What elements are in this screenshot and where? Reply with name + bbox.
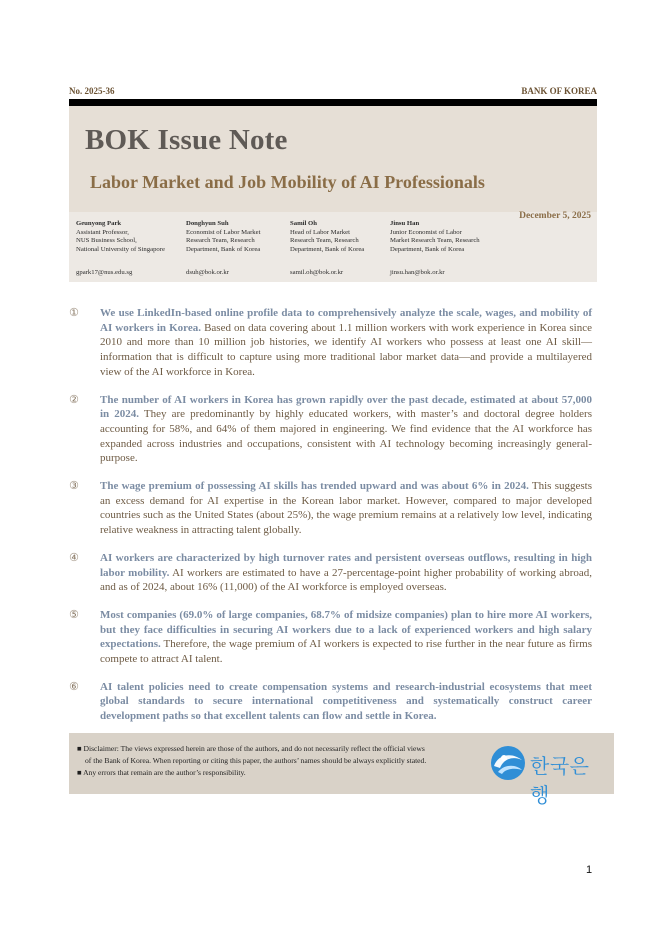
author-email[interactable]: jinsu.han@bok.or.kr (390, 269, 445, 276)
item-body: They are predominantly by highly educated workers, with master’s and doctoral degree holders accounting for 58%, and 64% of them majored in engineering. We find evidence that the AI workforce has expanded across industries and occupations, consistent with AI technology becoming increasingly general-purpose. (100, 408, 592, 465)
summary-item-3 (69, 479, 592, 538)
summary-item-5 (69, 608, 592, 667)
item-text (100, 551, 592, 595)
item-text (100, 680, 592, 724)
logo-wordmark: 한국은행 (530, 754, 590, 807)
author-role: Junior Economist of Labor Market Research Team, Research Department, Bank of Korea (390, 228, 480, 253)
item-number: ⑥ (69, 679, 79, 693)
item-lead: The number of AI workers in Korea has grown rapidly over the past decade, estimated at about 57,000 in 2024. (100, 393, 592, 421)
item-body: Based on data covering about 1.1 million workers with work experience in Korea since 2010 and more than 10 million job histories, we identify AI workers who possess at least one AI skill—information that is difficult to capture using more traditional labor market data—and provide a multilayered view of the AI workforce in Korea. (100, 321, 592, 378)
summary-item-2 (69, 393, 592, 467)
item-text (100, 608, 592, 667)
item-text (100, 479, 592, 538)
issue-number: No. 2025-36 (69, 86, 115, 96)
item-body: Therefore, the wage premium of AI workers is expected to rise further in the near future as firms compete to attract AI talent. (100, 638, 592, 666)
disclaimer-line: of the Bank of Korea. When reporting or citing this paper, the authors’ names should be always explicitly stated. (85, 756, 427, 766)
author-role: Economist of Labor Market Research Team, Research Department, Bank of Korea (186, 228, 261, 253)
author-4 (390, 220, 480, 276)
disclaimer-line: ■ Disclaimer: The views expressed herein are those of the authors, and do not necessarily reflect the official views (77, 744, 425, 753)
item-lead: AI workers are characterized by high turnover rates and persistent overseas outflows, resulting in high labor mobility. (100, 551, 592, 579)
item-body: This suggests an excess demand for AI expertise in the Korean labor market. However, compared to major developed countries such as the United States (about 25%), the wage premium remains at a relatively low level, indicating relative weakness in attracting talent globally. (100, 480, 592, 537)
item-number: ③ (69, 479, 79, 493)
authors-block (69, 212, 597, 282)
author-email[interactable]: dsuh@bok.or.kr (186, 269, 229, 276)
item-number: ② (69, 392, 79, 406)
author-3 (290, 220, 365, 276)
author-2 (186, 220, 261, 276)
disclaimer-line: ■ Any errors that remain are the author’s responsibility. (77, 768, 246, 778)
summary-item-4 (69, 551, 592, 595)
item-number: ⑤ (69, 607, 79, 621)
summary-item-6 (69, 680, 592, 724)
author-name: Geunyong Park (76, 220, 122, 227)
author-1 (76, 220, 165, 276)
author-email[interactable]: samil.oh@bok.or.kr (290, 269, 344, 276)
bok-emblem-icon (490, 744, 526, 782)
publication-date: December 5, 2025 (519, 211, 591, 221)
page-subtitle: Labor Market and Job Mobility of AI Professionals (90, 172, 485, 192)
publisher-name: BANK OF KOREA (521, 86, 597, 96)
title-block (69, 106, 597, 212)
author-name: Samil Oh (290, 220, 317, 227)
item-lead: AI talent policies need to create compensation systems and research-industrial ecosystems that meet global standards to secure international competitiveness and systematically construct career development paths so that excellent talents can flow and settle in Korea. (100, 680, 592, 723)
item-lead: Most companies (69.0% of large companies, 68.7% of midsize companies) plan to hire more AI workers, but they face difficulties in securing AI workers due to a lack of experienced workers and high salary expectations. (100, 608, 592, 651)
summary-list (69, 306, 592, 737)
item-text (100, 393, 592, 467)
item-text (100, 306, 592, 380)
header-rule (69, 99, 597, 106)
author-email[interactable]: gpark17@nus.edu.sg (76, 269, 133, 276)
item-body: AI workers are estimated to have a 27-percentage-point higher probability of working abroad, and as of 2024, about 16% (11,000) of the AI workforce is employed overseas. (100, 566, 592, 594)
item-number: ④ (69, 550, 79, 564)
summary-item-1 (69, 306, 592, 380)
author-role: Head of Labor Market Research Team, Research Department, Bank of Korea (290, 228, 365, 253)
bank-of-korea-logo (490, 743, 602, 807)
item-lead: The wage premium of possessing AI skills has trended upward and was about 6% in 2024. (100, 480, 529, 493)
author-role: Assistant Professor, NUS Business School, National University of Singapore (76, 228, 165, 253)
item-number: ① (69, 306, 79, 319)
page-number: 1 (586, 864, 593, 876)
page-title: BOK Issue Note (85, 124, 288, 156)
author-name: Jinsu Han (390, 220, 420, 227)
item-lead: We use LinkedIn-based online profile data to comprehensively analyze the scale, wages, and mobility of AI workers in Korea. (100, 307, 592, 334)
author-name: Donghyun Suh (186, 220, 229, 227)
disclaimer-box (69, 733, 614, 807)
disclaimer-text (77, 743, 426, 780)
